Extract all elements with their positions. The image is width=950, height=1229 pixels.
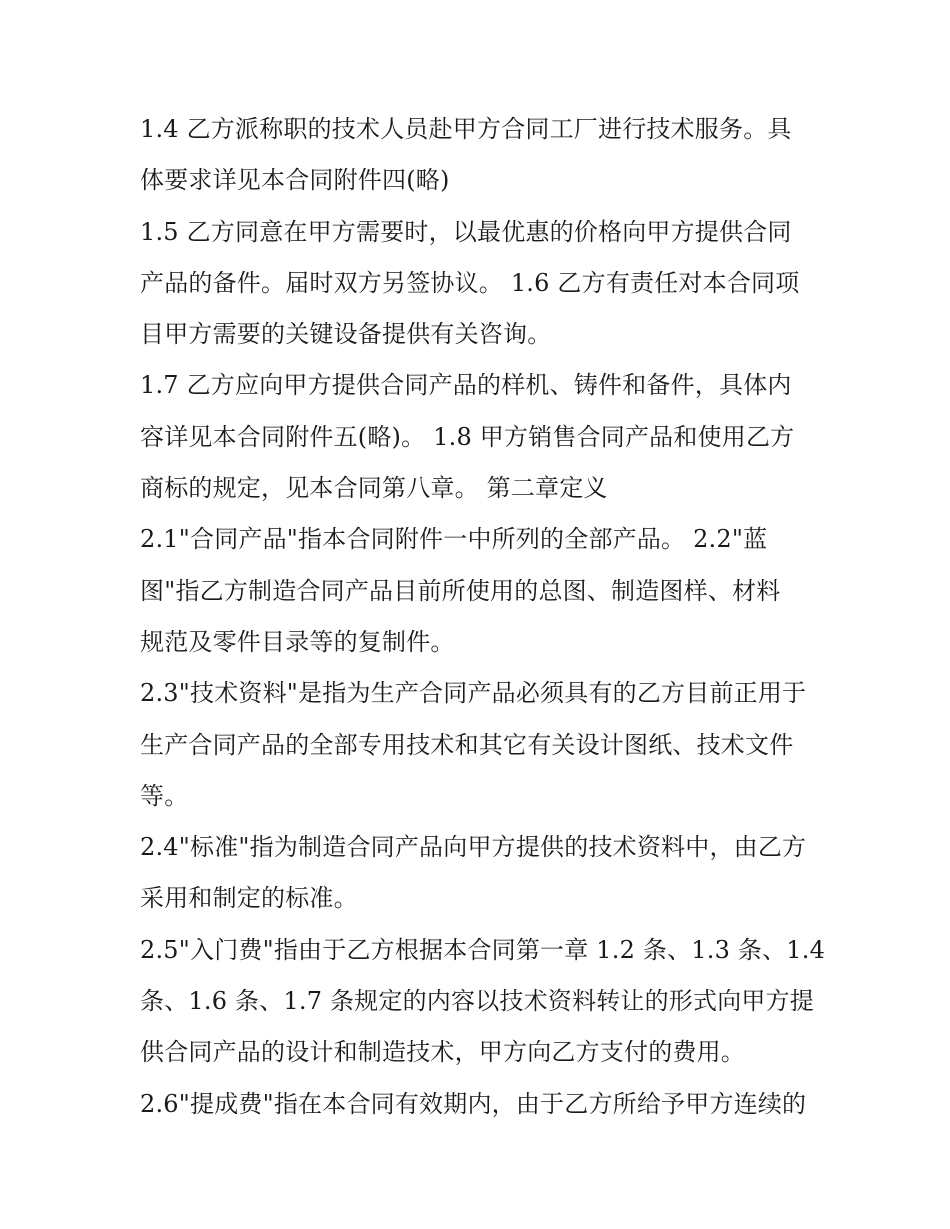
text-line: 供合同产品的设计和制造技术，甲方向乙方支付的费用。 — [140, 1038, 745, 1067]
text-line: 采用和制定的标准。 — [140, 884, 358, 913]
text-line: 2.4"标准"指为制造合同产品向甲方提供的技术资料中，由乙方 — [140, 833, 807, 862]
text-line: 2.3"技术资料"是指为生产合同产品必须具有的乙方目前正用于 — [140, 679, 807, 708]
text-line: 图"指乙方制造合同产品目前所使用的总图、制造图样、材料 — [140, 576, 781, 605]
text-line: 2.1"合同产品"指本合同附件一中所列的全部产品。 2.2"蓝 — [140, 525, 768, 554]
text-line: 等。 — [140, 781, 189, 810]
contract-text — [140, 104, 826, 1130]
text-line: 体要求详见本合同附件四(略) — [140, 166, 450, 195]
text-line: 条、1.6 条、1.7 条规定的内容以技术资料转让的形式向甲方提 — [140, 987, 814, 1016]
text-line: 2.5"入门费"指由于乙方根据本合同第一章 1.2 条、1.3 条、1.4 — [140, 935, 826, 964]
text-line: 生产合同产品的全部专用技术和其它有关设计图纸、技术文件 — [140, 730, 794, 759]
text-line: 容详见本合同附件五(略)。 1.8 甲方销售合同产品和使用乙方 — [140, 422, 795, 451]
text-line: 1.5 乙方同意在甲方需要时，以最优惠的价格向甲方提供合同 — [140, 217, 792, 246]
text-line: 2.6"提成费"指在本合同有效期内，由于乙方所给予甲方连续的 — [140, 1089, 807, 1118]
text-line: 1.7 乙方应向甲方提供合同产品的样机、铸件和备件，具体内 — [140, 371, 792, 400]
text-line: 产品的备件。届时双方另签协议。 1.6 乙方有责任对本合同项 — [140, 268, 800, 297]
text-line: 1.4 乙方派称职的技术人员赴甲方合同工厂进行技术服务。具 — [140, 115, 792, 143]
text-line: 商标的规定，见本合同第八章。 第二章定义 — [140, 474, 608, 503]
text-line: 目甲方需要的关键设备提供有关咨询。 — [140, 320, 552, 349]
text-line: 规范及零件目录等的复制件。 — [140, 627, 455, 656]
